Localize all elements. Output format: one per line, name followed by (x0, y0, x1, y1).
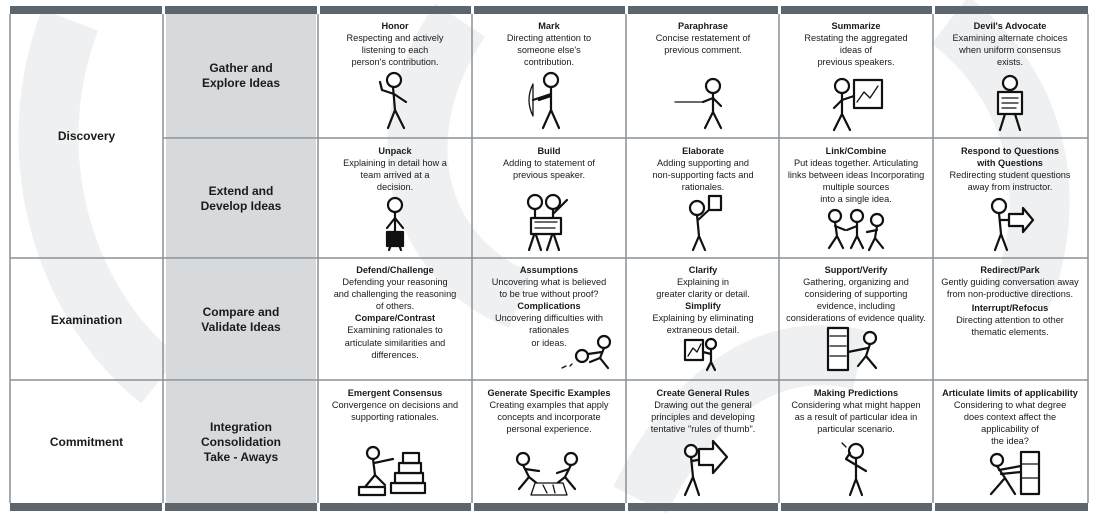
subcategory-extend-develop: Extend and Develop Ideas (166, 139, 316, 258)
cell-respond-questions: Respond to Questions with Questions Redirecting student questions away from instructor. (935, 145, 1085, 256)
cell-create-general-rules: Create General Rules Drawing out the general principles and developing tentative "rules of thumb". (628, 387, 778, 501)
phase-commitment: Commitment (49, 435, 124, 449)
cell-unpack: Unpack Explaining in detail how a team arrived at a decision. (320, 145, 470, 256)
cell-redirect-park: Redirect/Park Gently guiding conversation away from non-productive directions. Interrupt/Refocus Directing attention to other thematic elements. (941, 265, 1079, 338)
cell-build: Build Adding to statement of previous speaker. (474, 145, 624, 256)
subcategory-compare-validate: Compare and Validate Ideas (166, 259, 316, 380)
cell-elaborate: Elaborate Adding supporting and non-supporting facts and rationales. (628, 145, 778, 256)
cell-honor: Honor Respecting and actively listening to each person's contribution. (320, 20, 470, 136)
cell-generate-examples: Generate Specific Examples Creating examples that apply concepts and incorporate personal experience. (474, 387, 624, 501)
cell-articulate-limits: Articulate limits of applicability Considering to what degree does context affect the applicability of the idea? (935, 387, 1085, 501)
cell-assumptions: Assumptions Uncovering what is believed to be true without proof? Complications Uncovering difficulties with rationales or ideas. (474, 264, 624, 378)
cell-devils-advocate: Devil's Advocate Examining alternate choices when uniform consensus exists. (935, 20, 1085, 136)
cell-clarify: Clarify Explaining in greater clarity or detail. Simplify Explaining by eliminating extraneous detail. (628, 264, 778, 378)
cell-link-combine: Link/Combine Put ideas together. Articulating links between ideas Incorporating multiple sources into a single idea. (781, 145, 931, 256)
phase-discovery: Discovery (57, 129, 116, 143)
subcategory-gather-explore: Gather and Explore Ideas (166, 14, 316, 138)
cell-making-predictions: Making Predictions Considering what might happen as a result of particular idea in particular scenario. (781, 387, 931, 501)
cell-paraphrase: Paraphrase Concise restatement of previous comment. (628, 20, 778, 136)
cell-support-verify: Support/Verify Gathering, organizing and considering of supporting evidence, including considerations of evidence quality. (781, 264, 931, 378)
cell-defend-challenge: Defend/Challenge Defending your reasoning and challenging the reasoning of others. Compare/Contrast Examining rationales to articulate similarities and differences. (333, 265, 457, 360)
cell-summarize: Summarize Restating the aggregated ideas of previous speakers. (781, 20, 931, 136)
cell-emergent-consensus: Emergent Consensus Convergence on decisions and supporting rationales. (320, 387, 470, 501)
cell-mark: Mark Directing attention to someone else's contribution. (474, 20, 624, 136)
subcategory-integration: Integration Consolidation Take - Aways (166, 381, 316, 503)
phase-examination: Examination (50, 312, 123, 327)
